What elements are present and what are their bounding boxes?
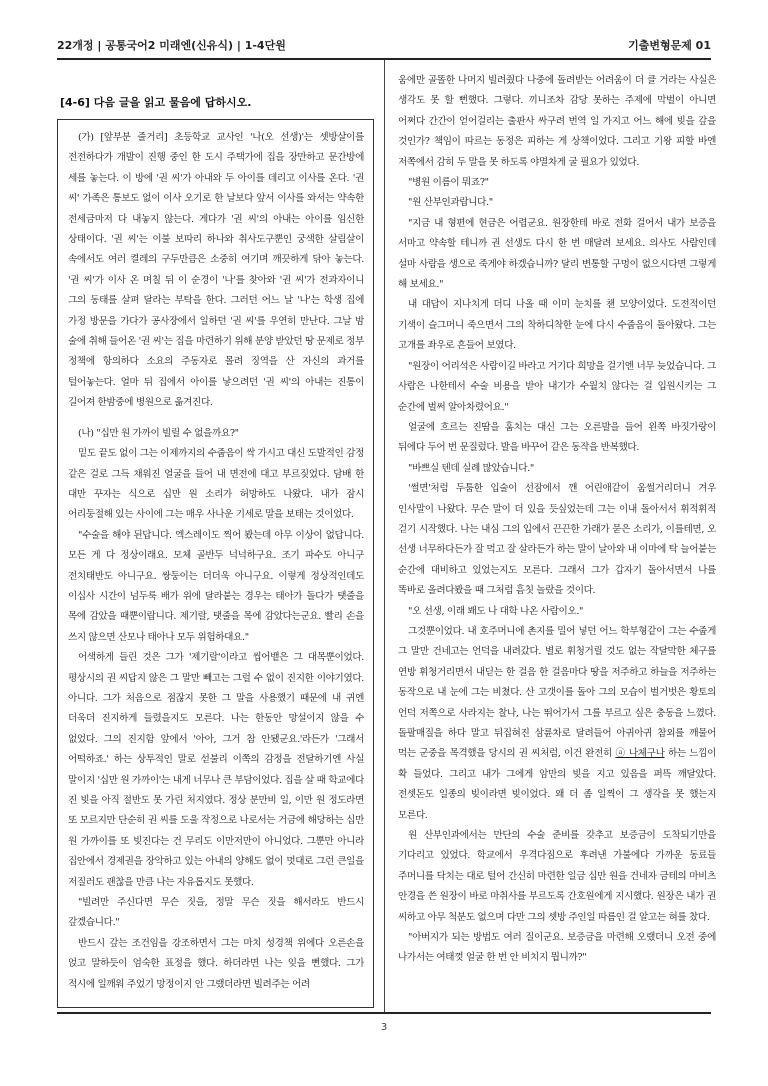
page-number: 3 — [380, 1022, 388, 1033]
passage-paragraph: 밑도 끝도 없이 그는 이제까지의 수줍음이 싹 가시고 대신 도발적인 감정 같은 걸로 그득 채워진 얼굴을 들어 내 면전에 대고 부르짖었다. 담배 한 대만 꾸자는 식으로 십만 원 소리가 허망하도 나왔다. 내가 잠시 어리둥절해 있는 사이에 그는 매우 사나운 기세로 말을 보태는 것이었다. — [68, 448, 364, 521]
footer-rule — [57, 1012, 711, 1014]
passage-paragraph: "병원 이름이 뭐죠?" — [408, 177, 489, 189]
passage-paragraph: "원 산부인과랍니다." — [408, 197, 493, 209]
passage-paragraph-underlined: 그것뿐이었다. 내 호주머니에 촌지를 밀어 넣던 어느 학부형같이 그는 수줍게 그 말만 건네고는 언덕을 내려갔다. 별로 휘청거릴 것도 없는 작달막한 체구를 연방 휘청거리면서 내딛는 한 걸음 한 걸음마다 땅을 저주하고 하늘을 저주하는 동작으로 내 눈에 그는 비쳤다. 산 고갯이를 돌아 그의 모습이 벌거벗은 황토의 언덕 저쪽으로 사라지는 찰나, 나는 뛰어가서 그를 부르고 싶은 충동을 느꼈다. 돌팔매질을 하다 말고 뒤집혀진 삼륜차로 달려들어 아귀아귀 참외를 깨물어 먹는 군중을 목격했을 당시의 권 씨처럼, 이건 완전히 ⓐ 나체구나 하는 느낌이 확 들었다. 그리고 내가 그에게 암만의 빚을 지고 있음을 퍼뜩 깨달았다. 전셋돈도 일종의 빚이라면 빚이었다. 왜 더 좀 일찍이 그 생각을 못 했는지 모른다. — [398, 625, 716, 821]
page-header — [57, 33, 711, 57]
passage-paragraph: "아버지가 되는 방법도 여러 질이군요. 보증금을 마련해 오랬더니 오전 중에 나가서는 여태껏 얼굴 한 번 안 비치지 뭡니까?" — [398, 932, 716, 964]
passage-paragraph: 원 산부인과에서는 만단의 수술 준비를 갖추고 보증금이 도착되기만을 기다리고 있었다. 학교에서 우격다짐으로 후려낸 가불에다 가까운 동료들 주머니를 닥치는 대로 털어 간신히 마련한 일금 십만 원을 건네자 금테의 마비츠 안경을 쓴 원장이 바로 마취사를 부르도록 간호원에게 지시했다. 원장은 내가 권 씨하고 아무 척분도 없으며 다만 그의 셋방 주인일 따름인 걸 알고는 혀를 찼다. — [398, 830, 716, 923]
passage-left-column — [68, 128, 364, 1003]
passage-paragraph-summary: (가) [앞부분 줄거리] 초등학교 교사인 '나(오 선생)'는 셋방살이를 전전하다가 개발이 진행 중인 한 도시 주택가에 집을 장만하고 문간방에 세를 놓는다. 이 방에 '권 씨'가 아내와 두 아이를 데리고 이사를 온다. '권 씨' 가족은 통보도 없이 이사 오기로 한 날보다 앞서 이사를 와서는 약속한 전세금마저 다 내놓지 않는다. 게다가 '권 씨'의 아내는 아이를 임신한 상태이다. '권 씨'는 이불 보따리 하나와 취사도구뿐인 궁색한 살림살이 속에서도 여러 켤레의 구두만큼은 소중히 여기며 깨끗하게 닦아 놓는다. '권 씨'가 이사 온 며칠 뒤 이 순경이 '나'를 찾아와 '권 씨'가 전과자이니 그의 동태를 살펴 달라는 부탁을 한다. 그러던 어느 날 '나'는 학생 집에 가정 방문을 가다가 공사장에서 일하던 '권 씨'를 우연히 만난다. 그날 밤 술에 취해 들어온 '권 씨'는 집을 마련하기 위해 분양 받았던 땅 문제로 정부 정책에 항의하다 소요의 주동자로 몰려 징역을 산 자신의 과거를 털어놓는다. 얼마 뒤 집에서 아이를 낳으려던 '권 씨'의 아내는 진통이 길어져 한밤중에 병원으로 옮겨진다. — [68, 132, 364, 409]
passage-paragraph: "수술을 해야 된답니다. 엑스레이도 찍어 봤는데 아무 이상이 없답니다. 모든 게 다 정상이래요. 모체 골반두 넉넉하구요. 조기 파수도 아니구 전치태반도 아니구요. 쌍둥이는 더더욱 아니구요. 이렇게 정상적인데도 이십사 시간이 넘두룩 배가 위에 달라붙는 경우는 태아가 돌다가 탯줄을 목에 감았을 때뿐이랍니다. 제기랄, 탯줄을 목에 감았다는군요. 빨리 손을 쓰지 않으면 산모나 태아나 모두 위험하대요." — [68, 529, 364, 643]
column-divider — [384, 60, 385, 1012]
header-course-info: 22개정 | 공통국어2 미래엔(신유식) | 1-4단원 — [57, 39, 286, 52]
passage-paragraph: 얼굴에 흐르는 진땀을 훔치는 대신 그는 오른발을 들어 왼쪽 바짓가랑이 뒤에다 두어 번 문질렀다. 발을 바꾸어 같은 동작을 반복했다. — [398, 421, 716, 454]
header-exam-title: 기출변형문제 01 — [628, 39, 711, 52]
passage-paragraph: "오 선생, 이래 봬도 나 대학 나온 사람이오." — [408, 605, 584, 617]
passage-paragraph: 내 대답이 지나치게 더디 나올 때 이미 눈치를 챈 모양이었다. 도전적이던 기색이 슬그머니 죽으면서 그의 착하디착한 눈에 다시 수줍음이 돌아왔다. 그는 고개를 좌우로 흔들어 보였다. — [398, 299, 716, 352]
passage-paragraph: "바쁘실 텐데 실례 많았습니다." — [408, 462, 534, 474]
passage-paragraph: "지금 내 형편에 현금은 어렵군요. 원장한테 바로 전화 걸어서 내가 보증을 서마고 약속할 테니까 권 선생도 다시 한 번 매달려 보세요. 의사도 사람인데 설마 사람을 생으로 죽게야 하겠습니까? 달리 변통할 구멍이 없으시다면 그렇게 해 보세요." — [398, 217, 716, 291]
passage-paragraph: 어색하게 들린 것은 그가 '제기랄'이라고 씹어뱉은 그 대목뿐이었다. 평상시의 권 씨답지 않은 그 말만 빼고는 그럴 수 없이 진지한 이야기였다. 아니다. 그가 처음으로 점잖지 못한 그 말을 사용했기 때문에 내 귀엔 더욱더 진지하게 들렸을지도 모른다. 나는 한동안 망설이지 않을 수 없었다. 그의 진지함 앞에서 '아아, 그거 참 안됐군요.'라든가 '그래서 어떡하죠.' 하는 상투적인 말로 섣불리 이쪽의 감정을 전달하기엔 사실 말이지 '십만 원 가까이'는 내게 너무나 큰 부담이었다. 집을 살 때 학교에다 진 빚을 아직 절반도 못 가린 처지였다. 정상 분만비 일, 이만 원 정도라면 또 모르지만 단순히 권 씨를 도울 작정으로 나로서는 거금에 해당하는 십만 원 가까이를 또 빚진다는 건 무리도 이만저만이 아니었다. 그뿐만 아니라 집안에서 경제권을 장악하고 있는 아내의 양해도 없이 멋대로 그런 큰일을 저질러도 괜찮을 만큼 나는 자유롭지도 못했다. — [68, 652, 364, 888]
passage-paragraph: 움에만 골똘한 나머지 빌려줬다 나중에 돌려받는 어려움이 더 클 거라는 사실은 생각도 못 할 뻔했다. 그렇다. 끼니조차 감당 못하는 주제에 막벌이 아니면 어쩌다 간간이 얻어걸리는 출판사 싸구려 번역 일 가지고 어느 해에 빚을 갚을 것인가? 책임이 따르는 동정은 피하는 게 상책이었다. 그리고 기왕 피할 바엔 저쪽에서 감히 두 말을 못 하도록 야멸차게 굴 필요가 있었다. — [398, 75, 716, 168]
passage-paragraph: "원장이 어리석은 사람이길 바라고 거기다 희망을 걸기엔 너무 늦었습니다. 그 사람은 나한테서 수술 비용을 받아 내기가 수월치 않다는 걸 입원시키는 그 순간에 벌써 알아차렸어요." — [398, 360, 716, 413]
question-instruction: [4-6] 다음 글을 읽고 물음에 답하시오. — [60, 96, 252, 109]
passage-paragraph: 반드시 갚는 조건임을 강조하면서 그는 마치 성경책 위에다 오른손을 얹고 말하듯이 엄숙한 표정을 했다. 하더라면 나는 잊을 뻔했다. 그가 적시에 일깨워 주었기 망정이지 안 그랬더라면 빌려주는 어려 — [68, 937, 364, 990]
passage-paragraph: (나) "십만 원 가까이 빌릴 수 없을까요?" — [78, 427, 239, 439]
passage-right-column — [398, 71, 716, 1006]
passage-paragraph: "빌려만 주신다면 무슨 짓을, 정말 무슨 짓을 해서라도 반드시 갚겠습니다." — [68, 897, 364, 929]
passage-paragraph: '썰면'처럼 두툼한 입술이 선잠에서 깬 어린애같이 움썰거리더니 겨우 인사말이 나왔다. 무슨 말이 더 있을 듯싶었는데 그는 이내 돌아서서 휘적휘적 걷기 시작했다. 나는 내심 그의 입에서 끈끈한 가래가 묻은 소리가, 이를테면, 오 선생 너무하다든가 잘 먹고 잘 살라든가 하는 말이 날아와 내 이마에 탁 늘어붙는 순간에 대비하고 있었는지도 모른다. 그래서 그가 갑자기 돌아서면서 나를 똑바로 올려다봤을 때 그처럼 흠칫 놀랐을 것이다. — [398, 483, 716, 597]
underlined-term: ⓐ 나체구나 — [615, 748, 665, 760]
